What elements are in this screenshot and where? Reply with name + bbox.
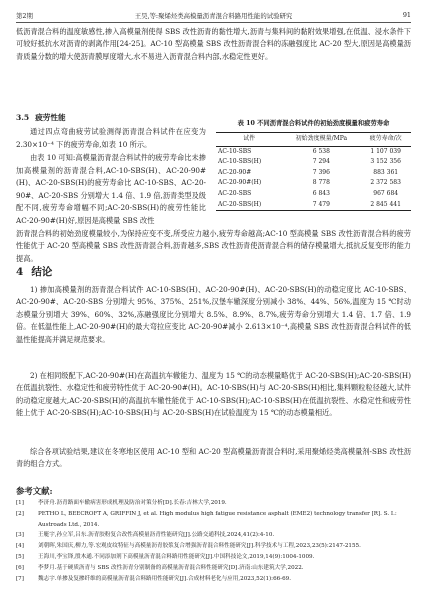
section-number: 4 — [16, 266, 24, 278]
fatigue-paragraph-1: 通过四点弯曲疲劳试验测得沥青混合料试件在应变为 2.30×10⁻⁴ 下的疲劳寿命,如表 10 所示。 — [16, 127, 206, 149]
reference-number: [2] — [16, 510, 24, 517]
specimen-cell: AC-20-SBS(H) — [216, 200, 282, 211]
subsection-heading — [16, 112, 72, 123]
fatigue-life-cell: 2 845 441 — [360, 200, 411, 211]
subsection-number: 3.5 — [16, 113, 30, 122]
table-header-cell: 试件 — [216, 133, 282, 147]
table-row — [216, 200, 411, 211]
table-row — [216, 178, 411, 189]
fatigue-table — [216, 132, 411, 211]
conclusion-2: 2) 在相同级配下,AC-20-90#(H)在高温抗车辙能力、温度为 15 ℃的动态模量略优于 AC-20-SBS(H);AC-20-SBS(H)在低温抗裂性、水稳定性和疲劳特性优于 AC-20-90#(H)。AC-10-SBS(H)与 AC-20-SBS(H)相比,集料颗粒粒径越大,试件的动稳定度越大,AC-20-SBS(H)的高温抗车辙性能优于 AC-10-SBS(H);AC-10-SBS(H)在低温抗裂性、水稳定性和疲劳性能上优于 AC-20-SBS(H);AC-10-SBS(H)与 AC-20-SBS(H)在试验温度为 15 ℃的动态模量相近。 — [16, 371, 411, 418]
table-caption: 表 10 不同沥青混合料试件的初始劲度模量和疲劳寿命 — [237, 120, 390, 127]
modulus-cell: 7 479 — [282, 200, 360, 211]
modulus-cell: 6 538 — [312, 147, 330, 155]
subsection-title: 疲劳性能 — [35, 113, 66, 122]
reference-text: 刘朝晖,朱国庆,柳力,等.宏观皮纹特征与高模量沥青胶浆复合增强沥青混合料性能研究[J].科学技术与工程,2023,23(5):2147-2155. — [38, 543, 361, 550]
table-row — [216, 146, 411, 157]
reference-number: [3] — [16, 532, 24, 539]
table-row — [216, 168, 411, 179]
reference-item — [16, 574, 411, 585]
running-title: 王昊,等:聚烯烃类高模量沥青混合料路用性能的试验研究 — [134, 12, 293, 20]
fatigue-paragraph-continuation: 沥青混合料的初始劲度模量较小,为保持应变不变,所受应力越小,疲劳寿命越高;AC-10 型高模量 SBS 改性沥青混合料的疲劳性能优于 AC-20 型高模量 SBS 改性沥青混合料,沥青越多,SBS 改性沥青使沥青混合料的储存模量增大,抵抗反复变形的能力提高。 — [16, 229, 411, 263]
reference-text: PETHO L, BEECROFT A, GRIFFIN J, et al. High modulus high fatigue resistance asphalt (EME2) technology transfer [R]. S. I.: Austroads Ltd., 2014. — [38, 510, 397, 528]
fatigue-life-cell: 967 684 — [373, 189, 399, 197]
reference-number: [6] — [16, 564, 24, 571]
reference-item — [16, 552, 411, 563]
issue-label: 第2期 — [16, 12, 33, 20]
fatigue-paragraph-2: 由表 10 可知:高模量沥青混合料试件的疲劳寿命比未掺加高模量剂的沥青混合料,AC-10-SBS(H)、AC-20-90#(H)、AC-20-SBS(H)的疲劳寿命比 AC-10-SBS、AC-20-90#、AC-20-SBS 分别增大 1.4 倍、1.9 倍,沥青类型及级配不同,疲劳寿命增幅不同;AC-20-SBS(H)的疲劳性能比 AC-20-90#(H)好,原因是高模量 SBS 改性 — [16, 153, 206, 225]
specimen-cell: AC-10-SBS — [218, 147, 252, 155]
reference-item — [16, 563, 411, 574]
specimen-cell: AC-20-SBS — [218, 189, 252, 197]
fatigue-life-cell: 1 107 039 — [370, 147, 401, 155]
reference-text: 王海川,李宝锋,殷木通.不同添加剂下高模量沥青混合料路用性能研究[J].中国科技论文,2019,14(9):1004-1009. — [38, 553, 315, 560]
fatigue-life-cell: 883 361 — [373, 168, 399, 176]
modulus-cell: 7 396 — [312, 168, 330, 176]
intro-paragraph: 低沥青混合料的温度敏感性,掺入高模量剂使得 SBS 改性沥青的黏性增大,沥青与集料间的黏附效果增强,在低温、浸水条件下可较好抵抗水对沥青的剥离作用[24-25]。AC-10 型高模量 SBS 改性沥青混合料的冻融强度比 AC-20 型大,原因是高模量沥青质量分数的增大使沥青膜厚度增大,水不易进入沥青混合料内部,水稳定性更好。 — [16, 27, 411, 61]
reference-item — [16, 498, 411, 509]
table-header-cell: 初始劲度模量/MPa — [282, 133, 360, 147]
modulus-cell: 6 843 — [312, 189, 330, 197]
reference-text: 王艇宇,孙立军,吕东.沥青胶粉复合改性高模量沥青性能研究[J].公路交通科技,2024,41(2):4-10. — [38, 532, 275, 539]
fatigue-life-cell: 3 152 356 — [370, 158, 401, 166]
specimen-cell: AC-20-90# — [218, 168, 252, 176]
references-heading: 参考文献: — [16, 486, 53, 496]
running-header — [16, 8, 411, 23]
reference-text: 李济舟.沥青路面车辙病害形成机理及防治对策分析[D].长春:吉林大学,2019. — [38, 500, 227, 506]
fatigue-life-cell: 2 372 583 — [370, 179, 401, 187]
reference-number: [5] — [16, 553, 24, 560]
reference-number: [4] — [16, 543, 24, 550]
specimen-cell: AC-20-90#(H) — [218, 179, 262, 187]
table-row — [216, 189, 411, 200]
modulus-cell: 8 778 — [312, 179, 330, 187]
reference-item — [16, 530, 411, 541]
reference-list — [16, 498, 411, 584]
table-header-cell: 疲劳寿命/次 — [360, 133, 411, 147]
reference-item — [16, 509, 411, 531]
reference-item — [16, 541, 411, 552]
table-header-row — [216, 133, 411, 147]
conclusion-summary: 综合各项试验结果,建议在冬寒地区使用 AC-10 型和 AC-20 型高模量沥青混合料时,采用聚烯烃类高模量剂-SBS 改性沥青的组合方式。 — [16, 447, 411, 469]
reference-text: 魏志宇.单掺及复掺纤维的高模量沥青混合料路用性能研究[J].合成材料老化与应用,2023,52(1):66-69. — [38, 575, 291, 582]
specimen-cell: AC-10-SBS(H) — [218, 158, 262, 166]
reference-number: [7] — [16, 575, 24, 582]
reference-number: [1] — [16, 500, 24, 506]
conclusion-1: 1) 掺加高模量剂的沥青混合料试件 AC-10-SBS(H)、AC-20-90#(H)、AC-20-SBS(H)的动稳定度比 AC-10-SBS、AC-20-90#、AC-20-SBS 分别增大 95%、375%、251%,汉堡车辙深度分别减小 38%、44%、56%,温度为 15 ℃时动态模量分别增大 39%、60%、32%,冻融强度比分别增大 8.5%、8.9%、8.7%,疲劳寿命分别增大 1.4 倍、1.7 倍、1.9 倍。在低温性能上,AC-20-90#(H)的最大弯拉应变比 AC-20-90#减小 2.613×10⁻⁴,高模量 SBS 改性沥青混合料试件的低温性能提高并满足规范要求。 — [16, 285, 411, 344]
table-row — [216, 157, 411, 168]
page-number: 91 — [402, 11, 411, 19]
section-title: 结论 — [31, 266, 53, 278]
modulus-cell: 7 294 — [312, 158, 330, 166]
reference-text: 李梦月.基于硬质沥青与 SBS 改性沥青分别制备的高模量沥青混合料性能研究[D].济南:山东建筑大学,2022. — [38, 564, 304, 571]
section-heading — [16, 264, 60, 279]
